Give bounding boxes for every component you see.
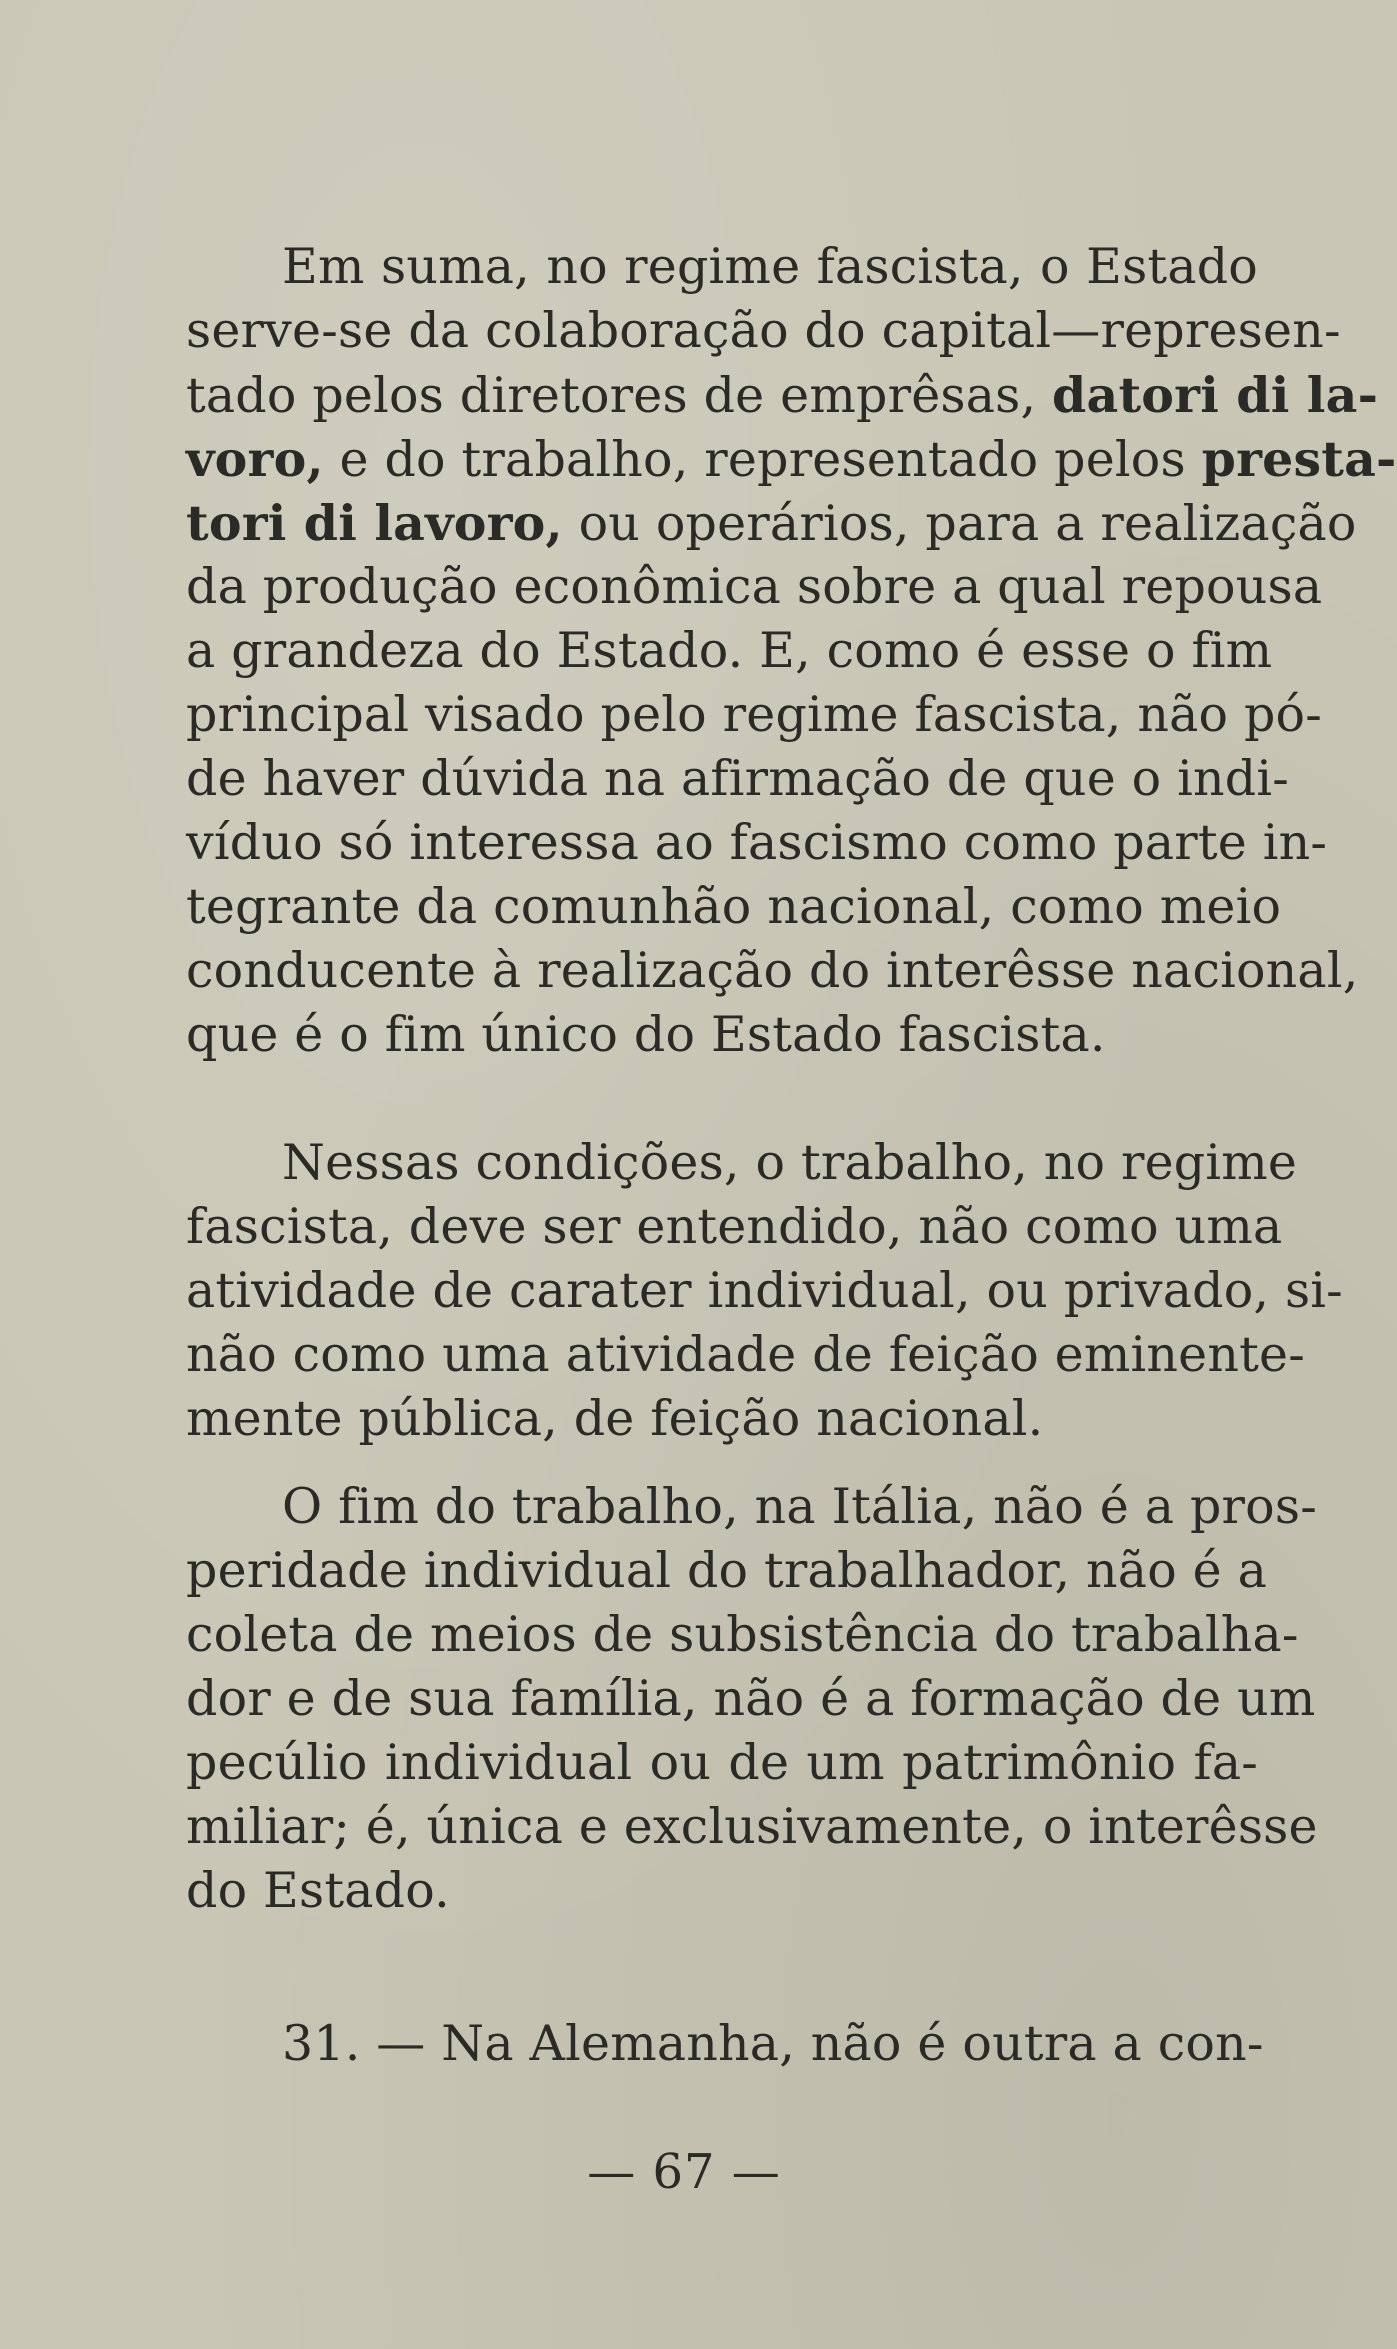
paragraph xyxy=(186,235,1397,1067)
text-run: fascista, deve ser entendido, não como uma xyxy=(186,1198,1283,1255)
text-line xyxy=(186,555,1323,619)
text-line xyxy=(186,1131,1298,1195)
text-run: principal visado pelo regime fascista, não pó- xyxy=(186,686,1323,743)
paragraph xyxy=(186,1475,1318,1923)
text-run: dor e de sua família, não é a formação de um xyxy=(186,1670,1316,1727)
text-line xyxy=(186,939,1359,1003)
text-line xyxy=(186,1195,1283,1259)
text-line xyxy=(186,363,1379,427)
text-line xyxy=(186,811,1328,875)
text-line xyxy=(186,1731,1258,1795)
text-run: Em suma, no regime fascista, o Estado xyxy=(282,238,1258,295)
text-line xyxy=(186,1795,1318,1859)
text-line xyxy=(186,619,1273,683)
text-run: a grandeza do Estado. E, como é esse o fim xyxy=(186,622,1273,679)
text-line xyxy=(186,683,1323,747)
text-run: que é o fim único do Estado fascista. xyxy=(186,1006,1106,1063)
text-line xyxy=(186,1475,1317,1539)
text-line xyxy=(186,1387,1258,1451)
text-run: víduo só interessa ao fascismo como parte in- xyxy=(186,814,1328,871)
text-line xyxy=(186,427,1397,491)
text-run: da produção econômica sobre a qual repousa xyxy=(186,558,1323,615)
paragraph xyxy=(186,1131,1343,1451)
text-line xyxy=(186,1859,1258,1923)
text-line xyxy=(186,491,1357,555)
text-run: mente pública, de feição nacional. xyxy=(186,1390,1044,1447)
text-line xyxy=(186,747,1289,811)
text-run: O fim do trabalho, na Itália, não é a pros- xyxy=(282,1478,1317,1535)
text-line xyxy=(186,1603,1299,1667)
text-line xyxy=(186,1259,1343,1323)
text-line xyxy=(186,875,1282,939)
bold-term: tori di lavoro, xyxy=(186,494,563,552)
text-line xyxy=(186,235,1258,299)
text-run: Nessas condições, o trabalho, no regime xyxy=(282,1134,1298,1191)
text-run: de haver dúvida na afirmação de que o indi- xyxy=(186,750,1289,807)
bold-term: presta- xyxy=(1201,430,1397,488)
text-run: 31. — Na Alemanha, não é outra a con- xyxy=(282,2015,1264,2072)
bold-term: datori di la- xyxy=(1052,366,1379,424)
text-line xyxy=(186,1539,1268,1603)
text-run: pecúlio individual ou de um patrimônio fa- xyxy=(186,1734,1258,1791)
text-line xyxy=(186,299,1341,363)
text-run: ou operários, para a realização xyxy=(562,495,1357,552)
text-line xyxy=(186,1667,1316,1731)
text-run: tegrante da comunhão nacional, como meio xyxy=(186,878,1282,935)
text-run: não como uma atividade de feição eminente- xyxy=(186,1326,1305,1383)
text-run: do Estado. xyxy=(186,1862,450,1919)
paragraph xyxy=(186,2012,1264,2076)
text-line xyxy=(186,1323,1305,1387)
text-run: serve-se da colaboração do capital—represen- xyxy=(186,302,1341,359)
text-line xyxy=(186,1003,1258,1067)
text-run: tado pelos diretores de emprêsas, xyxy=(186,367,1053,424)
text-run: peridade individual do trabalhador, não é a xyxy=(186,1542,1268,1599)
bold-term: voro, xyxy=(186,430,324,488)
text-run: e do trabalho, representado pelos xyxy=(323,431,1202,488)
text-run: coleta de meios de subsistência do trabalha- xyxy=(186,1606,1299,1663)
text-run: conducente à realização do interêsse nacional, xyxy=(186,942,1359,999)
text-line xyxy=(186,2012,1264,2076)
text-run: atividade de carater individual, ou privado, si- xyxy=(186,1262,1343,1319)
page-number: — 67 — xyxy=(587,2144,781,2200)
text-run: miliar; é, única e exclusivamente, o interêsse xyxy=(186,1798,1318,1855)
